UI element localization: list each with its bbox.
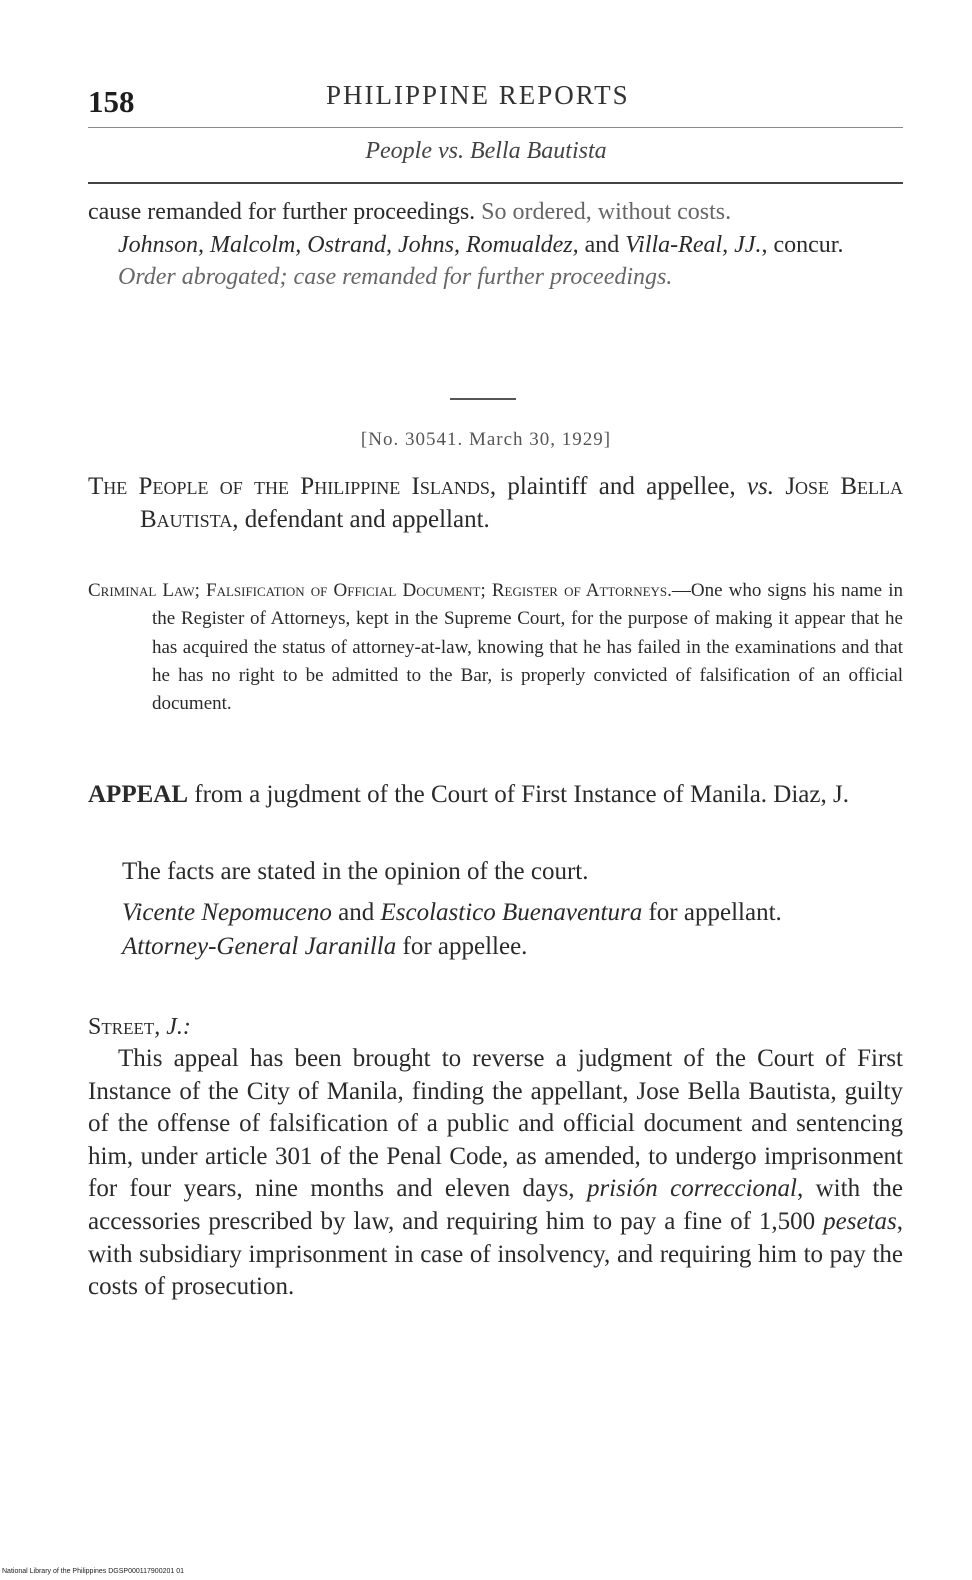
syllabus-topic: Criminal Law; Falsification of Official Document; Register of Attorneys. [88,580,672,601]
running-title: PHILIPPINE REPORTS [326,80,630,110]
concurring-justice-last: Villa-Real, JJ. [625,231,762,258]
caption-rule [88,182,903,184]
opinion-penalty: prisión correccional [586,1175,797,1203]
counsel-appellee [88,930,903,964]
prior-case-text [88,196,903,229]
appeal-paragraph [88,778,903,812]
case-parties [88,470,903,536]
opinion-text-1: This appeal has been brought to reverse a judgment of the Court of First Instance of the City of Manila, finding the appellant, Jose Bella Bautista, guilty of the offense of falsification of a public and official document and sentencing him, under article 301 of the Penal Code, as amended, to undergo imprisonment for four years, nine months and eleven days, [88,1045,903,1203]
prior-case-conclusion [88,196,903,294]
appeal-text: from a jugdment of the Court of First Instance of Manila. Diaz, J. [188,781,849,808]
counsel-appellant [88,896,903,930]
section-divider [450,398,516,400]
plaintiff-role: , plaintiff and appellee, [489,473,747,500]
versus: vs. [746,473,775,500]
concurring-justices: Johnson, Malcolm, Ostrand, Johns, Romualdez, [118,231,579,258]
syllabus [88,577,903,718]
concurrence [88,229,903,262]
opinion-author-line [88,1011,903,1044]
prior-case-text-end: So ordered, without costs. [475,199,732,225]
counsel-appellee-name: Attorney-General Jaranilla [122,933,397,960]
counsel-and: and [331,899,381,926]
case-number-date: [No. 30541. March 30, 1929] [360,429,612,450]
defendant-role: , defendant and appellant. [232,506,490,533]
opinion-currency: pesetas [823,1207,897,1235]
opinion-author-name: Street [88,1014,155,1040]
page-header [88,78,903,118]
concur-and: and [578,231,626,258]
header-rule [88,127,903,128]
counsel-appellee-role: for appellee. [396,933,528,960]
appeal-label: APPEAL [88,781,188,808]
counsel-appellant-2: Escolastico Buenaventura [380,899,643,926]
opinion-paragraph-1 [88,1043,903,1304]
opinion-author-suffix: , J.: [154,1014,191,1040]
plaintiff-name: The People of the Philippine Islands [88,473,490,500]
opinion-text-3: , with subsidiary imprisonment in case of insolvency, and requiring him to pay the costs of prosecution. [88,1207,903,1301]
syllabus-paragraph [88,577,903,718]
footer-source: National Library of the Philippines DGSP000117900201 01 [2,1568,184,1575]
case-title [88,470,903,536]
page-number: 158 [88,84,135,119]
facts-line [88,855,903,888]
opinion-body [88,1043,903,1304]
appeal-line [88,778,903,812]
counsel [88,896,903,964]
opinion-text-2: , with the accessories prescribed by law, and requiring him to pay a fine of 1,500 [88,1175,903,1235]
case-caption: People vs. Bella Bautista [365,138,607,164]
syllabus-text: —One who signs his name in the Register of Attorneys, kept in the Supreme Court, for the purpose of making it appear that he has acquired the status of attorney-at-law, knowing that he has failed in the examinations and that he has no right to be admitted to the Bar, is properly convicted of falsification of an official document. [152,580,903,715]
facts-statement: The facts are stated in the opinion of the court. [122,858,589,885]
prior-disposition: Order abrogated; case remanded for further proceedings. [118,264,673,290]
concur-word: , concur. [761,231,844,258]
counsel-appellant-role: for appellant. [642,899,782,926]
defendant-name: Jose Bella Bautista [140,473,903,533]
counsel-appellant-1: Vicente Nepomuceno [122,899,332,926]
prior-case-text-start: cause remanded for further proceedings. [88,199,476,225]
opinion-author [88,1011,903,1044]
